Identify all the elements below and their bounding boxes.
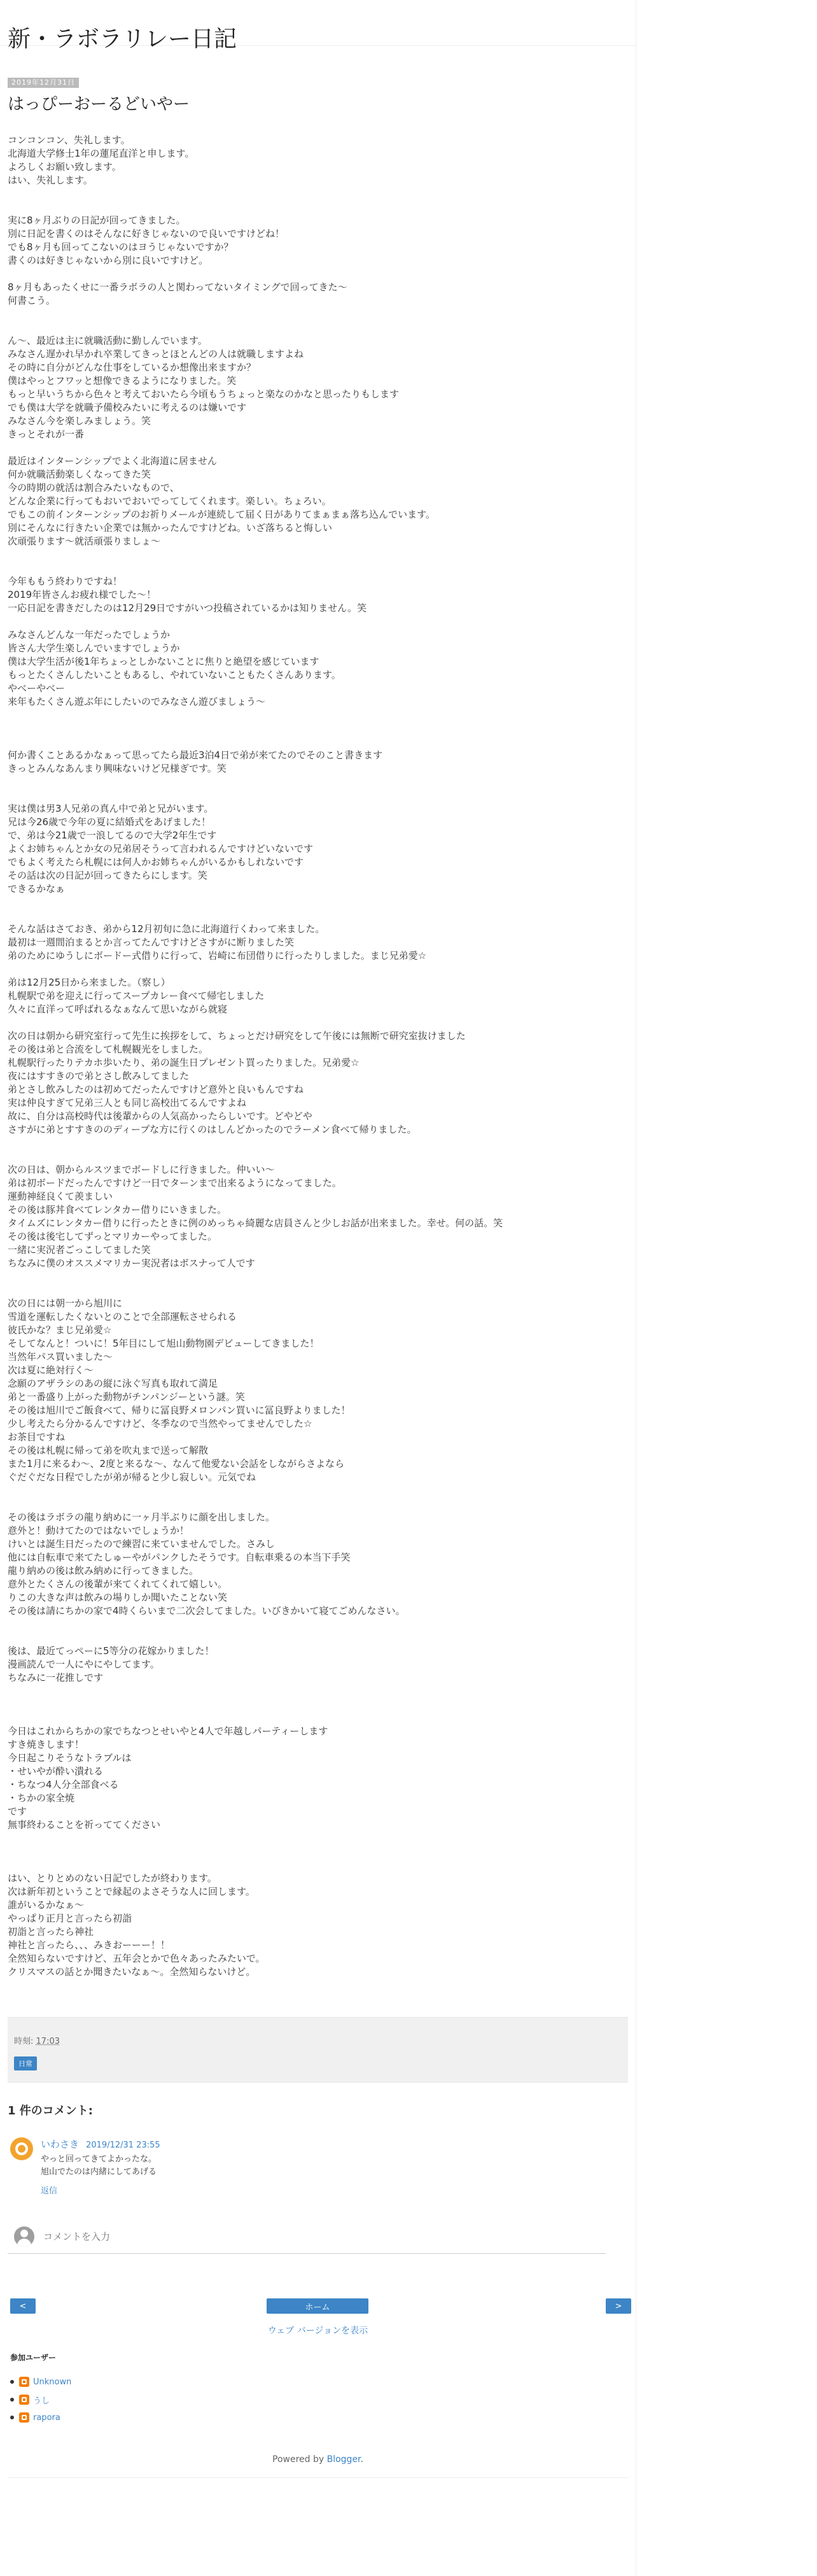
comment-input[interactable]: [42, 2230, 604, 2243]
post-body-line: 札幌駅で弟を迎えに行ってスープカレー食べて帰宅しました: [8, 990, 265, 1001]
post-body-line: 彼氏かな？まじ兄弟愛☆: [8, 1324, 112, 1336]
post-body-line: 弟は12月25日から来ました。（察し）: [8, 977, 171, 988]
post-body-line: ちなみに一花推しです: [8, 1672, 104, 1683]
post-date: 2019年12月31日: [8, 78, 79, 88]
post-body-line: その後は請にちかの家で4時くらいまで二次会してました。いびきかいて寝てごめんなさい。: [8, 1605, 405, 1617]
post-body-line: よくお姉ちゃんとか女の兄弟居そうって言われるんですけどいないです: [8, 843, 314, 854]
post-body-line: で、弟は今21歳で一浪してるので大学2年生です: [8, 830, 217, 841]
post-body-line: 次は新年初ということで縁起のよさそうな人に回します。: [8, 1886, 255, 1897]
post-blank-line: [8, 267, 628, 281]
post-blank-line: [8, 1016, 628, 1030]
post-body-line: タイムズにレンタカー借りに行ったときに例のめっちゃ綺麗な店員さんと少しお話が出来ました。幸せ。何の話。笑: [8, 1217, 503, 1229]
post-body-line: はい、失礼します。: [8, 174, 93, 186]
post-body-line: ・ちかの家全焼: [8, 1792, 75, 1804]
post-body-line: 実は僕は男3人兄弟の真ん中で弟と兄がいます。: [8, 803, 214, 814]
post-blank-line: [8, 562, 628, 575]
post-body-line: 全然知らないですけど、五年会とかで色々あったみたいで。: [8, 1953, 265, 1964]
post-body-line: 8ヶ月もあったくせに一番ラボラの人と関わってないタイミングで回ってきた〜: [8, 281, 347, 293]
post-body-line: 意外と！動けてたのではないでしょうか！: [8, 1525, 190, 1536]
post-body-line: もっとたくさんしたいこともあるし、やれていないこともたくさんあります。: [8, 669, 341, 681]
post-blank-line: [8, 187, 628, 201]
contributor-link[interactable]: rapora: [33, 2412, 60, 2423]
footer-divider: [8, 2477, 628, 2478]
post-body-line: その後は札幌に帰って弟を吹丸まで送って解散: [8, 1445, 209, 1456]
post-blank-line: [8, 321, 628, 334]
bullet-icon: [10, 2380, 14, 2384]
post-body-line: 意外とたくさんの後輩が来てくれてくれて嬉しい。: [8, 1578, 228, 1590]
post-body-line: 運動神経良くて羨ましい: [8, 1191, 113, 1202]
post-body-line: そしてなんと！ついに！5年目にして旭山動物園デビューしてきました！: [8, 1338, 319, 1349]
post-body-line: きっとみんなあんまり興味ないけど兄様ぎです。笑: [8, 763, 227, 774]
post-body-line: 少し考えたら分かるんですけど、冬季なので当然やってませんでした☆: [8, 1418, 312, 1429]
post-body-line: 次は夏に絶対行く〜: [8, 1364, 94, 1376]
powered-by-prefix: Powered by: [272, 2454, 327, 2465]
post-blank-line: [8, 775, 628, 789]
post-body-line: 何か就職活動楽しくなってきた笑: [8, 469, 151, 480]
post-blank-line: [8, 1711, 628, 1725]
post-body-line: 僕はやっとフワッと想像できるようになりました。笑: [8, 375, 237, 386]
post-body-line: どんな企業に行ってもおいでおいでってしてくれます。楽しい。ちょろい。: [8, 495, 332, 507]
post-blank-line: [8, 1845, 628, 1858]
post-body-line: クリスマスの話とか聞きたいなぁ〜。全然知らないけど。: [8, 1966, 256, 1978]
post-body-line: ぐだぐだな日程でしたが弟が帰ると少し寂しい。元気でね: [8, 1471, 256, 1483]
post-body-line: 無事終わることを祈っててください: [8, 1819, 161, 1830]
post-body-line: 漫画読んで一人にやにやしてます。: [8, 1659, 160, 1670]
post-body-line: 僕は大学生活が後1年ちょっとしかないことに焦りと絶望を感じています: [8, 656, 319, 667]
post-body-line: きっとそれが一番: [8, 428, 85, 440]
post-body-line: さすがに弟とすすきののディープな方に行くのはしんどかったのでラーメン食べて帰りました。: [8, 1124, 417, 1135]
post-body-line: 神社と言ったら、、、みきおーーー！！: [8, 1939, 171, 1951]
reply-link[interactable]: 返信: [41, 2186, 58, 2196]
post-body-line: 最初は一週間泊まるとか言ってたんですけどさすがに断りました笑: [8, 937, 295, 948]
comment-author[interactable]: いわさき: [41, 2139, 80, 2150]
post-body-line: 今日起こりそうなトラブルは: [8, 1752, 132, 1764]
comment-body: [41, 2153, 628, 2179]
post-blank-line: [8, 909, 628, 923]
post-body-line: 北海道大学修士1年の蓮尾直洋と申します。: [8, 148, 195, 159]
older-post-button[interactable]: >: [606, 2298, 631, 2314]
comment-line: やっと回ってきてよかったな。: [41, 2155, 157, 2164]
post-body-line: もっと早いうちから色々と考えておいたら今頃もうちょっと楽なのかなと思ったりもします: [8, 388, 400, 400]
post-body-line: 夜にはすすきので弟とさし飲みしてました: [8, 1070, 190, 1082]
post-blank-line: [8, 963, 628, 976]
post-body-line: 札幌駅行ったりテカホ歩いたり、弟の誕生日プレゼント買ったりました。兄弟愛☆: [8, 1057, 360, 1068]
post-body-line: すき焼きします！: [8, 1739, 85, 1750]
contributor-link[interactable]: Unknown: [33, 2377, 72, 2387]
post-body-line: その後は豚丼食べてレンタカー借りにいきました。: [8, 1204, 227, 1215]
contributor-item: [10, 2373, 628, 2391]
post-blank-line: [8, 722, 628, 735]
post-body-line: 次頑張ります〜就活頑張りましょ〜: [8, 535, 161, 547]
posted-time-label: 時刻:: [14, 2037, 34, 2046]
post-footer: [8, 2017, 628, 2083]
pager: [8, 2298, 628, 2316]
post-blank-line: [8, 1858, 628, 1872]
post-blank-line: [8, 1832, 628, 1845]
post-body-line: ちなみに僕のオススメマリカー実況者はボスナって人です: [8, 1257, 255, 1269]
post-body-line: 久々に直洋って呼ばれるなぁなんて思いながら就寝: [8, 1003, 228, 1015]
post-blank-line: [8, 441, 628, 455]
post-body-line: 龍り納めの後は飲み納めに行ってきました。: [8, 1565, 199, 1576]
post-body-line: でもよく考えたら札幌には何人かお姉ちゃんがいるかもしれないです: [8, 856, 304, 868]
post-body-line: でも8ヶ月も回ってこないのはヨうじゃないですか？: [8, 241, 234, 253]
post-body-line: その時に自分がどんな仕事をしているか想像出来ますか？: [8, 362, 256, 373]
contributors-heading: 参加ユーザー: [10, 2353, 57, 2362]
post-body-line: また1月に来るわ〜、2度と来るな〜、なんて他愛ない会話をしながらさよなら: [8, 1458, 345, 1469]
post-body-line: 次の日には朝一から旭川に: [8, 1298, 123, 1309]
comments-heading: 1 件のコメント:: [8, 2104, 93, 2118]
post-body-line: 弟とさし飲みしたのは初めてだったんですけど意外と良いもんですね: [8, 1084, 304, 1095]
post-body-line: 今日はこれからちかの家でちなつとせいやと4人で年越しパーティーします: [8, 1725, 328, 1737]
blogger-avatar-icon[interactable]: [10, 2137, 33, 2160]
post-blank-line: [8, 1631, 628, 1645]
post-body-line: りこの大きな声は飲みの場りしか聞いたことない笑: [8, 1592, 228, 1603]
post-body-line: よろしくお願い致します。: [8, 161, 122, 173]
post-body-line: ん〜、最近は主に就職活動に勤しんでいます。: [8, 335, 207, 346]
post-body-line: その後はラボラの龍り納めに一ヶ月半ぶりに顔を出しました。: [8, 1511, 276, 1523]
post-body-line: 一緒に実況者ごっこしてました笑: [8, 1244, 151, 1256]
post-body-line: できるかなぁ: [8, 883, 66, 895]
comment-line: 旭山でたのは内緒にしてあげる: [41, 2167, 157, 2177]
post-blank-line: [8, 1150, 628, 1163]
post-title[interactable]: はっぴーおーるどいやー: [8, 95, 190, 114]
post-body-line: 次の日は、朝からルスツまでボードしに行きました。仲いい〜: [8, 1164, 275, 1175]
post-body-line: 弟は初ボードだったんですけど一日でターンまで出来るようになってました。: [8, 1177, 342, 1189]
post-body-line: 何書こう。: [8, 295, 56, 306]
post-body-line: みなさんどんな一年だったでしょうか: [8, 629, 171, 640]
post-body-line: 他には自転車で来てたしゅーやがパンクしたそうです。自転車乗るの本当下手笑: [8, 1552, 351, 1563]
main-content: [0, 46, 636, 2478]
post-body-line: 来年もたくさん遊ぶ年にしたいのでみなさん遊びましょう〜: [8, 696, 266, 707]
post-body-line: 今の時期の就活は割合みたいなもので、: [8, 482, 179, 493]
post-blank-line: [8, 548, 628, 562]
post-blank-line: [8, 1270, 628, 1284]
post-blank-line: [8, 896, 628, 909]
post-body-line: 故に、自分は高校時代は後輩からの人気高かったらしいです。どやどや: [8, 1110, 312, 1122]
post-blank-line: [8, 1284, 628, 1297]
post-blank-line: [8, 615, 628, 628]
blog-header: [0, 0, 636, 52]
home-button[interactable]: ホーム: [267, 2298, 368, 2314]
post-body-line: でも僕は大学を就職予備校みたいに考えるのは嫌いです: [8, 402, 247, 413]
post-body-line: けいとは誕生日だったので練習に来ていませんでした。さみし: [8, 1538, 276, 1550]
post-body-line: そんな話はさておき、弟から12月初旬に急に北海道行くわって来ました。: [8, 923, 325, 935]
post-body-line: 当然年パス買いました〜: [8, 1351, 113, 1362]
post-body-line: 何か書くことあるかなぁって思ってたら最近3泊4日で弟が来てたのでそのこと書きます: [8, 749, 383, 761]
comment-input-row: [8, 2226, 606, 2254]
newer-post-button[interactable]: <: [10, 2298, 36, 2314]
contributor-item: [10, 2391, 628, 2409]
contributor-item: [10, 2409, 628, 2426]
comment-item: [8, 2137, 628, 2201]
user-avatar-icon: [14, 2226, 34, 2247]
post-body-line: 別にそんなに行きたい企業では無かったんですけどね。いざ落ちると悔しい: [8, 522, 333, 534]
post-body-line: 皆さん大学生楽しんでいますでしょうか: [8, 642, 180, 654]
post-blank-line: [8, 1136, 628, 1150]
blogger-link[interactable]: Blogger: [326, 2454, 361, 2465]
post-body-line: 後は、最近てっぺーに5等分の花嫁かりました！: [8, 1645, 214, 1657]
post-body-line: お茶目ですね: [8, 1431, 66, 1443]
post-blank-line: [8, 201, 628, 214]
post-blank-line: [8, 735, 628, 749]
post-body-line: コンコンコン、失礼します。: [8, 134, 130, 146]
post-body-line: です: [8, 1806, 27, 1817]
post-body-line: 兄は今26歳で今年の夏に結婚式をあげました！: [8, 816, 211, 828]
post-body-line: ・せいやが酔い潰れる: [8, 1766, 104, 1777]
post-timestamp-link[interactable]: 17:03: [36, 2037, 60, 2046]
blogger-icon: [19, 2377, 29, 2387]
post-body-line: 2019年皆さんお疲れ様でした〜！: [8, 589, 157, 600]
post-body-line: はい、とりとめのない日記でしたが終わります。: [8, 1872, 217, 1884]
post-body-line: 弟と一番盛り上がった動物がチンパンジーという謎。笑: [8, 1391, 245, 1403]
post-body-line: 初詣と言ったら神社: [8, 1926, 94, 1937]
powered-by-suffix: .: [360, 2454, 363, 2465]
post-body-line: 念願のアザラシのあの縦に泳ぐ写真も取れて満足: [8, 1378, 218, 1389]
post-label-tag[interactable]: 日常: [14, 2056, 37, 2070]
post-body-line: 別に日記を書くのはそんなに好きじゃないので良いですけどね！: [8, 228, 285, 239]
post-body-line: ・ちなつ4人分全部食べる: [8, 1779, 119, 1790]
post-body-line: 今年ももう終わりですね！: [8, 576, 123, 587]
blog-title[interactable]: 新・ラボラリレー日記: [8, 26, 237, 52]
post-body-line: 実に8ヶ月ぶりの日記が回ってきました。: [8, 215, 186, 226]
post-blank-line: [8, 308, 628, 321]
post-body-line: 最近はインターンシップでよく北海道に居ません: [8, 455, 217, 467]
post-blank-line: [8, 709, 628, 722]
post-blank-line: [8, 789, 628, 802]
contributor-link[interactable]: うし: [33, 2396, 50, 2406]
post-body-line: 書くのは好きじゃないから別に良いですけど。: [8, 255, 209, 266]
post-body-line: みなさん遅かれ早かれ卒業してきっとほとんどの人は就職しますよね: [8, 348, 304, 360]
post-blank-line: [8, 1685, 628, 1698]
post-body-line: でもこの前インターンシップのお祈りメールが連続して届く日がありてまぁまぁ落ち込んでいます。: [8, 509, 435, 520]
post-body-line: 弟のためにゆうしにボードー式借りに行って、岩崎に布団借りに行ったりしました。まじ兄弟愛☆: [8, 950, 427, 961]
post-body-line: その後は弟と合流をして札幌観光をしました。: [8, 1044, 209, 1055]
post-body-line: その後は旭川でご飯食べて、帰りに冨良野メロンパン買いに冨良野よりました！: [8, 1405, 351, 1416]
post-blank-line: [8, 1698, 628, 1711]
web-version-link[interactable]: ウェブ バージョンを表示: [267, 2326, 368, 2336]
post-body-line: みなさん今を楽しみましょう。笑: [8, 415, 151, 427]
post-body-line: 一応日記を書きだしたのは12月29日ですがいつ投稿されているかは知りません。笑: [8, 602, 367, 614]
post-body-line: 実は仲良すぎて兄弟三人とも同じ高校出てるんですよね: [8, 1097, 247, 1108]
post-body-line: 雪道を運転したくないとのことで全部運転させられる: [8, 1311, 237, 1322]
post-body-line: やべーやべー: [8, 683, 66, 694]
post-body-line: 誰がいるかなぁ〜: [8, 1899, 85, 1911]
blogger-icon: [19, 2412, 29, 2423]
post-body-line: その話は次の日記が回ってきたらにします。笑: [8, 870, 207, 881]
post-blank-line: [8, 1618, 628, 1631]
post-body: [8, 134, 628, 1979]
blogger-icon: [19, 2395, 29, 2405]
contributors-widget: [8, 2352, 628, 2426]
powered-by: [8, 2454, 628, 2465]
post-blank-line: [8, 1484, 628, 1497]
post-body-line: やっぱり正月と言ったら初詣: [8, 1913, 132, 1924]
comment-date[interactable]: 2019/12/31 23:55: [86, 2141, 160, 2150]
post-blank-line: [8, 1497, 628, 1511]
bullet-icon: [10, 2398, 14, 2402]
bullet-icon: [10, 2416, 14, 2419]
post-body-line: 次の日は朝から研究室行って先生に挨拶をして、ちょっとだけ研究をして午後には無断で研究室抜けました: [8, 1030, 466, 1042]
post-body-line: その後は後宅してずっとマリカーやってました。: [8, 1231, 217, 1242]
